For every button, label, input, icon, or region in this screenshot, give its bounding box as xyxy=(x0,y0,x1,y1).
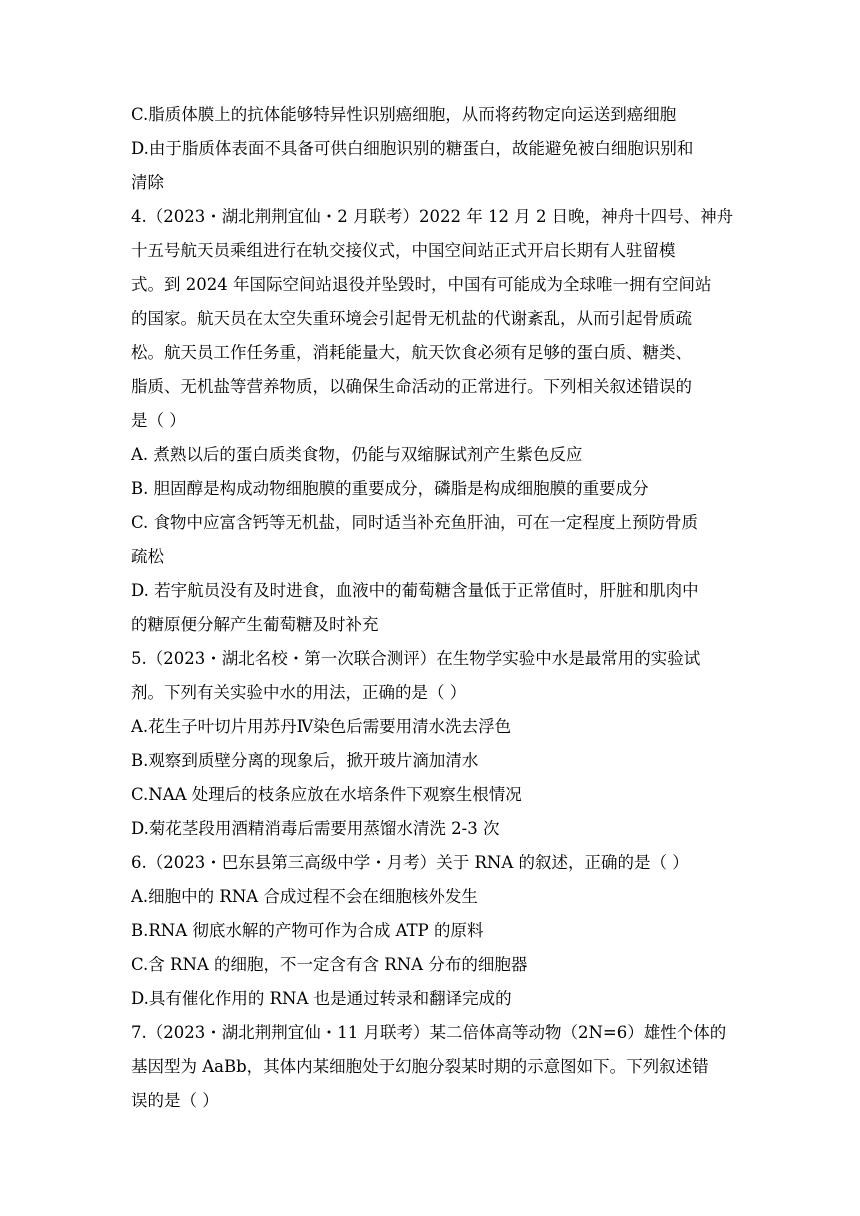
option-5b: B.观察到质壁分离的现象后，掀开玻片滴加清水 xyxy=(131,751,479,770)
option-6b: B.RNA 彻底水解的产物可作为合成 ATP 的原料 xyxy=(131,921,484,940)
question-4-stem-2: 十五号航天员乘组进行在轨交接仪式，中国空间站正式开启长期有人驻留模 xyxy=(131,241,676,260)
question-4-stem-5: 松。航天员工作任务重，消耗能量大，航天饮食必须有足够的蛋白质、糖类、 xyxy=(131,343,692,362)
option-4a: A. 煮熟以后的蛋白质类食物，仍能与双缩脲试剂产生紫色反应 xyxy=(131,445,583,464)
question-6-stem: 6.（2023・巴东县第三高级中学・月考）关于 RNA 的叙述，正确的是（ ） xyxy=(131,853,689,872)
option-3d-cont: 清除 xyxy=(131,173,164,192)
question-5-stem: 5.（2023・湖北名校・第一次联合测评）在生物学实验中水是最常用的实验试 xyxy=(131,649,701,668)
option-5d: D.菊花茎段用酒精消毒后需要用蒸馏水清洗 2-3 次 xyxy=(131,819,500,838)
option-4d-cont: 的糖原便分解产生葡萄糖及时补充 xyxy=(131,615,379,634)
question-7-stem: 7.（2023・湖北荆荆宜仙・11 月联考）某二倍体高等动物（2N=6）雄性个体的 xyxy=(131,1023,727,1042)
option-6a: A.细胞中的 RNA 合成过程不会在细胞核外发生 xyxy=(131,887,478,906)
question-7-stem-2: 基因型为 AaBb，其体内某细胞处于幻胞分裂某时期的示意图如下。下列叙述错 xyxy=(131,1057,709,1076)
question-4-stem-6: 脂质、无机盐等营养物质，以确保生命活动的正常进行。下列相关叙述错误的 xyxy=(131,377,692,396)
option-3d: D.由于脂质体表面不具备可供白细胞识别的糖蛋白，故能避免被白细胞识别和 xyxy=(131,139,694,158)
question-4-stem: 4.（2023・湖北荆荆宜仙・2 月联考）2022 年 12 月 2 日晚，神舟十四号、神舟 xyxy=(131,207,734,226)
option-5a: A.花生子叶切片用苏丹Ⅳ染色后需要用清水洗去浮色 xyxy=(131,717,512,736)
option-4c: C. 食物中应富含钙等无机盐，同时适当补充鱼肝油，可在一定程度上预防骨质 xyxy=(131,513,699,532)
option-6c: C.含 RNA 的细胞，不一定含有含 RNA 分布的细胞器 xyxy=(131,955,528,974)
question-4-stem-4: 的国家。航天员在太空失重环境会引起骨无机盐的代谢紊乱，从而引起骨质疏 xyxy=(131,309,692,328)
question-7-stem-3: 误的是（ ） xyxy=(131,1091,219,1110)
option-6d: D.具有催化作用的 RNA 也是通过转录和翻译完成的 xyxy=(131,989,512,1008)
option-5c: C.NAA 处理后的枝条应放在水培条件下观察生根情况 xyxy=(131,785,522,804)
question-4-stem-3: 式。到 2024 年国际空间站退役并坠毁时，中国有可能成为全球唯一拥有空间站 xyxy=(131,275,712,294)
option-4c-cont: 疏松 xyxy=(131,547,164,566)
option-3c: C.脂质体膜上的抗体能够特异性识别癌细胞，从而将药物定向运送到癌细胞 xyxy=(131,105,677,124)
option-4b: B. 胆固醇是构成动物细胞膜的重要成分，磷脂是构成细胞膜的重要成分 xyxy=(131,479,649,498)
question-5-stem-2: 剂。下列有关实验中水的用法，正确的是（ ） xyxy=(131,683,467,702)
question-4-stem-7: 是（ ） xyxy=(131,411,186,430)
option-4d: D. 若宇航员没有及时进食，血液中的葡萄糖含量低于正常值时，肝脏和肌肉中 xyxy=(131,581,699,600)
